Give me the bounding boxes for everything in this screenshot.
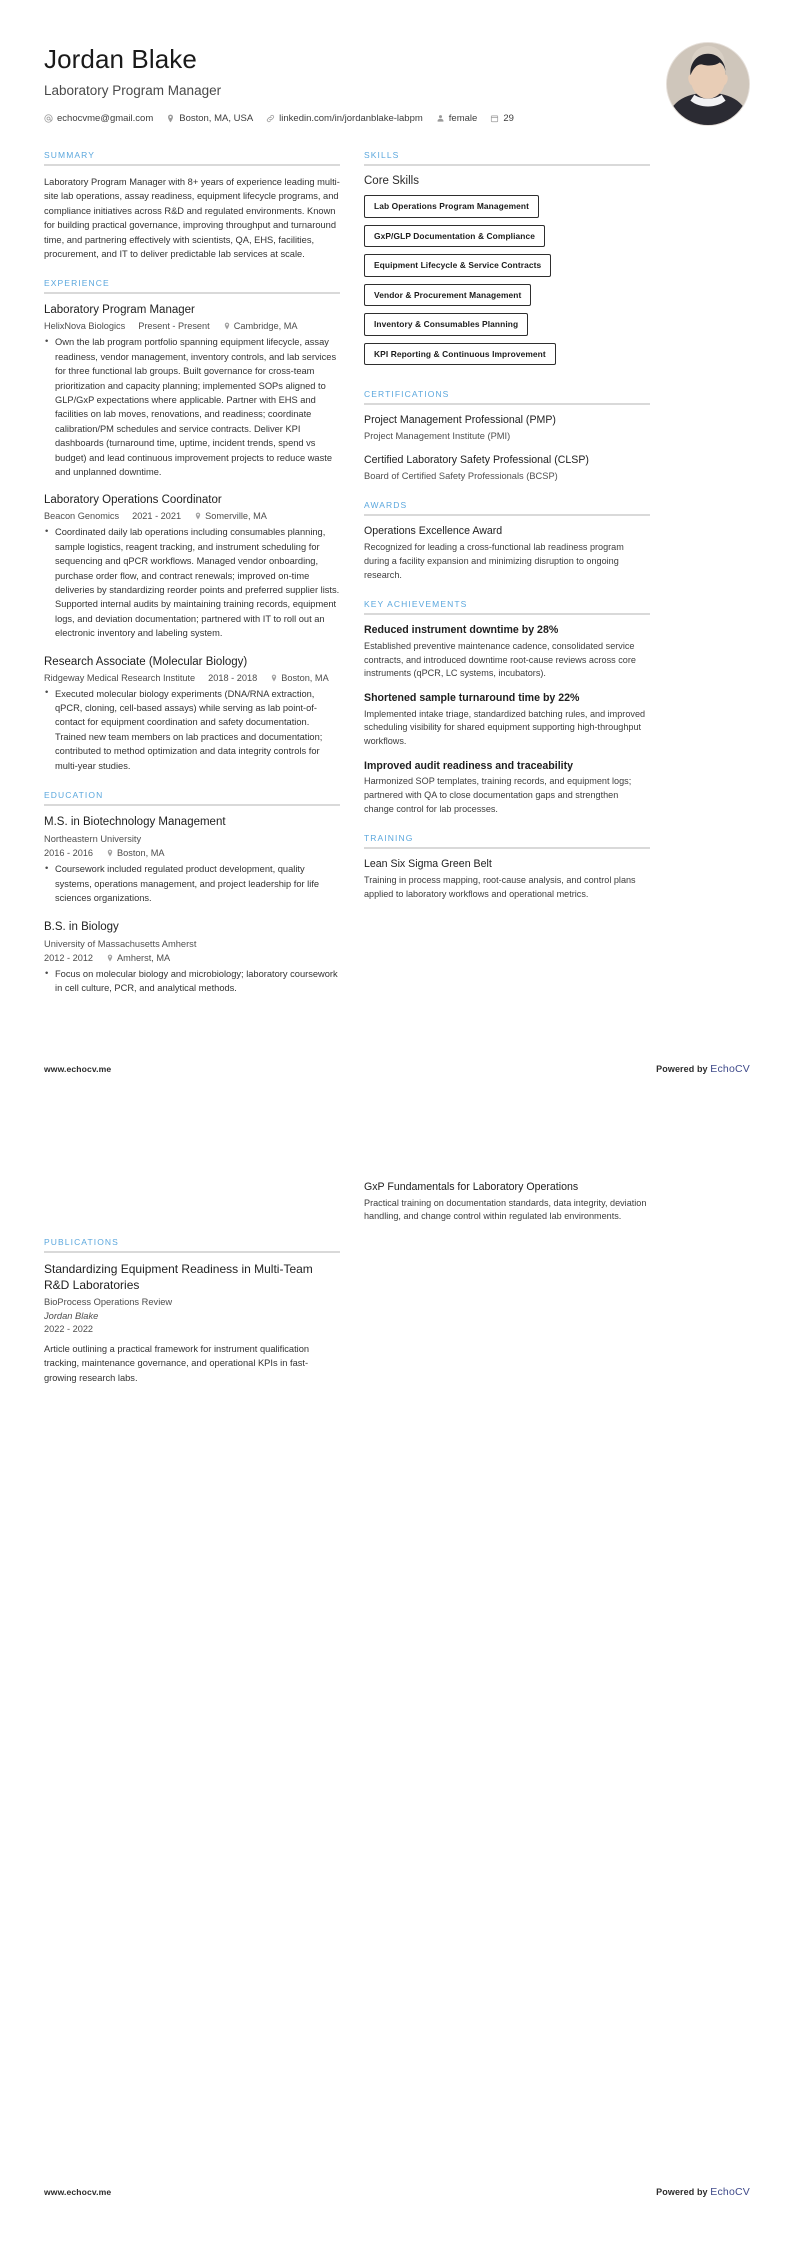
list-item: • Executed molecular biology experiments (DNA/RNA extraction, qPCR, cloning, cell-based assays) while serving as lab point-of-contact for equipment coordination and safety documentation. Trained new team members on lab practices and documentation; contributed to method optimization and data integrity controls for multi-year studies.	[44, 687, 340, 773]
person-icon	[436, 114, 445, 123]
footer-brand	[656, 1063, 750, 1075]
education-location	[106, 953, 170, 963]
experience-entry	[44, 655, 340, 773]
achievement-description: Established preventive maintenance cadence, consolidated service contracts, and introduced downtime root-cause reviews across core instruments (qPCR, LC systems, incubators).	[364, 640, 636, 679]
footer-powered-by-label: Powered by	[656, 2187, 711, 2197]
certification-issuer: Project Management Institute (PMI)	[364, 430, 511, 441]
publication-entry	[44, 1262, 340, 1385]
publication-dates: 2022 - 2022	[44, 1324, 94, 1335]
experience-bullets	[44, 687, 340, 773]
contact-age	[490, 113, 514, 124]
right-column	[364, 150, 650, 918]
section-heading-education: EDUCATION	[44, 790, 104, 800]
location-pin-icon	[194, 512, 202, 520]
section-divider	[44, 292, 340, 294]
page-title: Jordan Blake	[44, 44, 197, 74]
experience-dates: Present - Present	[138, 321, 210, 332]
summary-text: Laboratory Program Manager with 8+ years of experience leading multi-site lab operations, assay readiness, equipment lifecycle programs, and compliance initiatives across R&D and regulated environments. Known for building practical governance, improving throughput and turnaround time, and partnering effectively with scientists, QA, EHS, facilities, procurement, and IT to deliver predictable lab services at scale.	[44, 177, 340, 260]
skills-pill-list	[364, 195, 650, 372]
experience-org: HelixNova Biologics	[44, 321, 126, 332]
footer-brand	[656, 2186, 750, 2198]
link-icon	[266, 114, 275, 123]
section-heading-summary: SUMMARY	[44, 150, 95, 160]
section-divider	[364, 613, 650, 615]
resume-page-2	[0, 1123, 794, 2246]
education-dates: 2012 - 2012	[44, 953, 94, 964]
page-footer	[44, 2186, 750, 2198]
education-location-text: Boston, MA	[117, 848, 165, 859]
list-item: • Own the lab program portfolio spanning equipment lifecycle, assay readiness, vendor management, inventory controls, and lab services for three functional lab groups. Built governance for cross-team prioritization and capacity planning; implemented SOPs aligned to GLP/GxP expectations where applicable. Partner with EHS and facilities on lab moves, renovations, and readiness; coordinate calibration/PM schedules and service contracts. Deliver KPI dashboards (turnaround time, uptime, incident trends, spend vs budget) and lead continuous improvement projects to reduce waste and unplanned downtime.	[44, 335, 340, 479]
section-publications	[44, 1237, 340, 1385]
training-entry	[364, 1181, 650, 1224]
education-entry	[44, 920, 340, 996]
section-heading-training: TRAINING	[364, 833, 414, 844]
training-entry	[364, 858, 650, 901]
contact-row	[44, 113, 666, 124]
section-heading-skills: SKILLS	[364, 150, 400, 160]
contact-gender	[436, 113, 478, 124]
award-title: Operations Excellence Award	[364, 525, 503, 538]
skill-pill: KPI Reporting & Continuous Improvement	[364, 343, 556, 366]
achievement-entry	[364, 692, 650, 749]
skill-pill: GxP/GLP Documentation & Compliance	[364, 225, 545, 248]
section-heading-experience: EXPERIENCE	[44, 278, 110, 289]
certification-title: Project Management Professional (PMP)	[364, 414, 556, 426]
experience-location-text: Somerville, MA	[205, 511, 267, 522]
section-divider	[44, 804, 340, 806]
section-divider	[364, 164, 650, 166]
section-heading-key-achievements: KEY ACHIEVEMENTS	[364, 599, 468, 610]
job-title: Laboratory Program Manager	[44, 83, 222, 99]
contact-location	[166, 113, 253, 124]
email-icon	[44, 114, 53, 123]
list-item: • Coursework included regulated product development, quality systems, operations management, and project leadership for life sciences organizations.	[44, 862, 340, 905]
experience-meta	[44, 673, 340, 683]
award-description: Recognized for leading a cross-functional lab readiness program during a facility expansion and minimizing disruption to ongoing research.	[364, 542, 624, 580]
section-divider	[364, 514, 650, 516]
education-degree: B.S. in Biology	[44, 920, 119, 933]
training-title: Lean Six Sigma Green Belt	[364, 858, 492, 871]
contact-age-text: 29	[503, 112, 514, 124]
experience-title: Research Associate (Molecular Biology)	[44, 655, 248, 668]
section-divider	[44, 164, 340, 166]
experience-location-text: Boston, MA	[281, 672, 329, 683]
experience-location	[194, 511, 267, 521]
section-training	[364, 833, 650, 901]
publication-author: Jordan Blake	[44, 1310, 99, 1321]
section-education	[44, 790, 340, 996]
education-location-text: Amherst, MA	[117, 953, 171, 964]
calendar-icon	[490, 114, 499, 123]
page-footer	[44, 1063, 750, 1075]
location-pin-icon	[166, 114, 175, 123]
section-heading-awards: AWARDS	[364, 500, 408, 511]
education-school: University of Massachusetts Amherst	[44, 938, 197, 949]
section-experience	[44, 278, 340, 773]
experience-location	[223, 321, 298, 331]
list-item: • Focus on molecular biology and microbiology; laboratory coursework in cell culture, PCR, and analytical methods.	[44, 967, 340, 996]
experience-org: Beacon Genomics	[44, 511, 120, 522]
footer-powered-by-label: Powered by	[656, 1064, 711, 1074]
section-divider	[364, 847, 650, 849]
achievement-description: Implemented intake triage, standardized batching rules, and improved scheduling visibility for shared equipment supporting high-throughput workflows.	[364, 708, 646, 746]
education-meta	[44, 848, 340, 858]
experience-location	[270, 673, 329, 683]
footer-brand-name: EchoCV	[710, 1063, 750, 1075]
achievement-entry	[364, 760, 650, 817]
skill-pill: Inventory & Consumables Planning	[364, 313, 528, 336]
section-training-continued	[364, 1181, 650, 1224]
training-description: Practical training on documentation standards, data integrity, deviation handling, and change control within regulated lab environments.	[364, 1197, 647, 1222]
skill-pill: Vendor & Procurement Management	[364, 284, 531, 307]
location-pin-icon	[223, 322, 231, 330]
experience-dates: 2018 - 2018	[208, 672, 258, 683]
experience-title: Laboratory Program Manager	[44, 304, 195, 317]
section-heading-certifications: CERTIFICATIONS	[364, 389, 450, 399]
footer-brand-name: EchoCV	[710, 2186, 750, 2198]
avatar	[666, 42, 750, 126]
experience-meta	[44, 321, 340, 331]
education-location	[106, 848, 165, 858]
header-text-block	[44, 42, 666, 124]
footer-url[interactable]: www.echocv.me	[44, 2187, 112, 2197]
skill-pill: Lab Operations Program Management	[364, 195, 539, 218]
contact-linkedin[interactable]	[266, 113, 423, 124]
education-degree: M.S. in Biotechnology Management	[44, 816, 226, 828]
footer-url[interactable]: www.echocv.me	[44, 1064, 112, 1074]
section-certifications	[364, 389, 650, 483]
achievement-title: Reduced instrument downtime by 28%	[364, 624, 559, 637]
achievement-entry	[364, 624, 650, 681]
contact-email-text: echocvme@gmail.com	[57, 112, 154, 124]
certification-title: Certified Laboratory Safety Professional (CLSP)	[364, 454, 589, 467]
achievement-description: Harmonized SOP templates, training records, and equipment logs; partnered with QA to close documentation gaps and strengthen change control for lab processes.	[364, 776, 632, 814]
section-summary	[44, 150, 340, 261]
training-description: Training in process mapping, root-cause analysis, and control plans applied to laboratory workflows and operational metrics.	[364, 874, 636, 899]
location-pin-icon	[106, 849, 114, 857]
certification-entry	[364, 454, 650, 483]
skills-group-name: Core Skills	[364, 175, 419, 187]
section-divider	[364, 403, 650, 405]
resume-body-page-2	[0, 1181, 794, 1402]
section-awards	[364, 500, 650, 582]
right-column-page-2	[364, 1181, 650, 1241]
experience-org: Ridgeway Medical Research Institute	[44, 672, 196, 683]
publication-journal: BioProcess Operations Review	[44, 1297, 173, 1308]
experience-bullets	[44, 525, 340, 640]
education-entry	[44, 815, 340, 906]
education-meta	[44, 953, 340, 963]
education-bullets	[44, 862, 340, 905]
achievement-title: Shortened sample turnaround time by 22%	[364, 691, 580, 704]
contact-linkedin-text: linkedin.com/in/jordanblake-labpm	[279, 112, 423, 124]
experience-meta	[44, 511, 340, 521]
contact-email[interactable]	[44, 113, 153, 124]
training-title: GxP Fundamentals for Laboratory Operations	[364, 1181, 579, 1193]
experience-entry	[44, 493, 340, 640]
education-school: Northeastern University	[44, 833, 142, 844]
achievement-title: Improved audit readiness and traceability	[364, 759, 573, 772]
experience-location-text: Cambridge, MA	[233, 321, 298, 332]
education-dates: 2016 - 2016	[44, 848, 94, 859]
section-key-achievements	[364, 599, 650, 816]
contact-location-text: Boston, MA, USA	[179, 112, 254, 124]
certification-issuer: Board of Certified Safety Professionals (BCSP)	[364, 471, 558, 481]
award-entry	[364, 525, 650, 582]
resume-header	[0, 0, 794, 126]
list-item: • Coordinated daily lab operations including consumables planning, sample logistics, reagent tracking, and instrument scheduling for sequencing and qPCR workflows. Managed vendor onboarding, purchase order flow, and contract renewals; improved on-time deliveries by standardizing reorder points and preferred supplier lists. Supported internal audits by maintaining training records, equipment logs, and deviation documentation; partnered with IT to roll out an electronic inventory and labeling system.	[44, 525, 340, 640]
certification-entry	[364, 414, 650, 443]
section-heading-publications: PUBLICATIONS	[44, 1237, 119, 1247]
location-pin-icon	[106, 954, 114, 962]
skill-pill: Equipment Lifecycle & Service Contracts	[364, 254, 551, 277]
section-skills	[364, 150, 650, 372]
education-bullets	[44, 967, 340, 996]
resume-body-page-1	[0, 150, 794, 1013]
publication-title: Standardizing Equipment Readiness in Multi-Team R&D Laboratories	[44, 1262, 313, 1292]
contact-gender-text: female	[448, 112, 478, 124]
left-column	[44, 150, 340, 1013]
experience-entry	[44, 303, 340, 479]
location-pin-icon	[270, 674, 278, 682]
left-column-page-2	[44, 1181, 340, 1402]
experience-dates: 2021 - 2021	[132, 511, 182, 522]
section-divider	[44, 1251, 340, 1253]
publication-description: Article outlining a practical framework for instrument qualification tracking, maintenance governance, and operational KPIs in fast-growing research labs.	[44, 1343, 310, 1383]
experience-bullets	[44, 335, 340, 479]
experience-title: Laboratory Operations Coordinator	[44, 494, 222, 507]
